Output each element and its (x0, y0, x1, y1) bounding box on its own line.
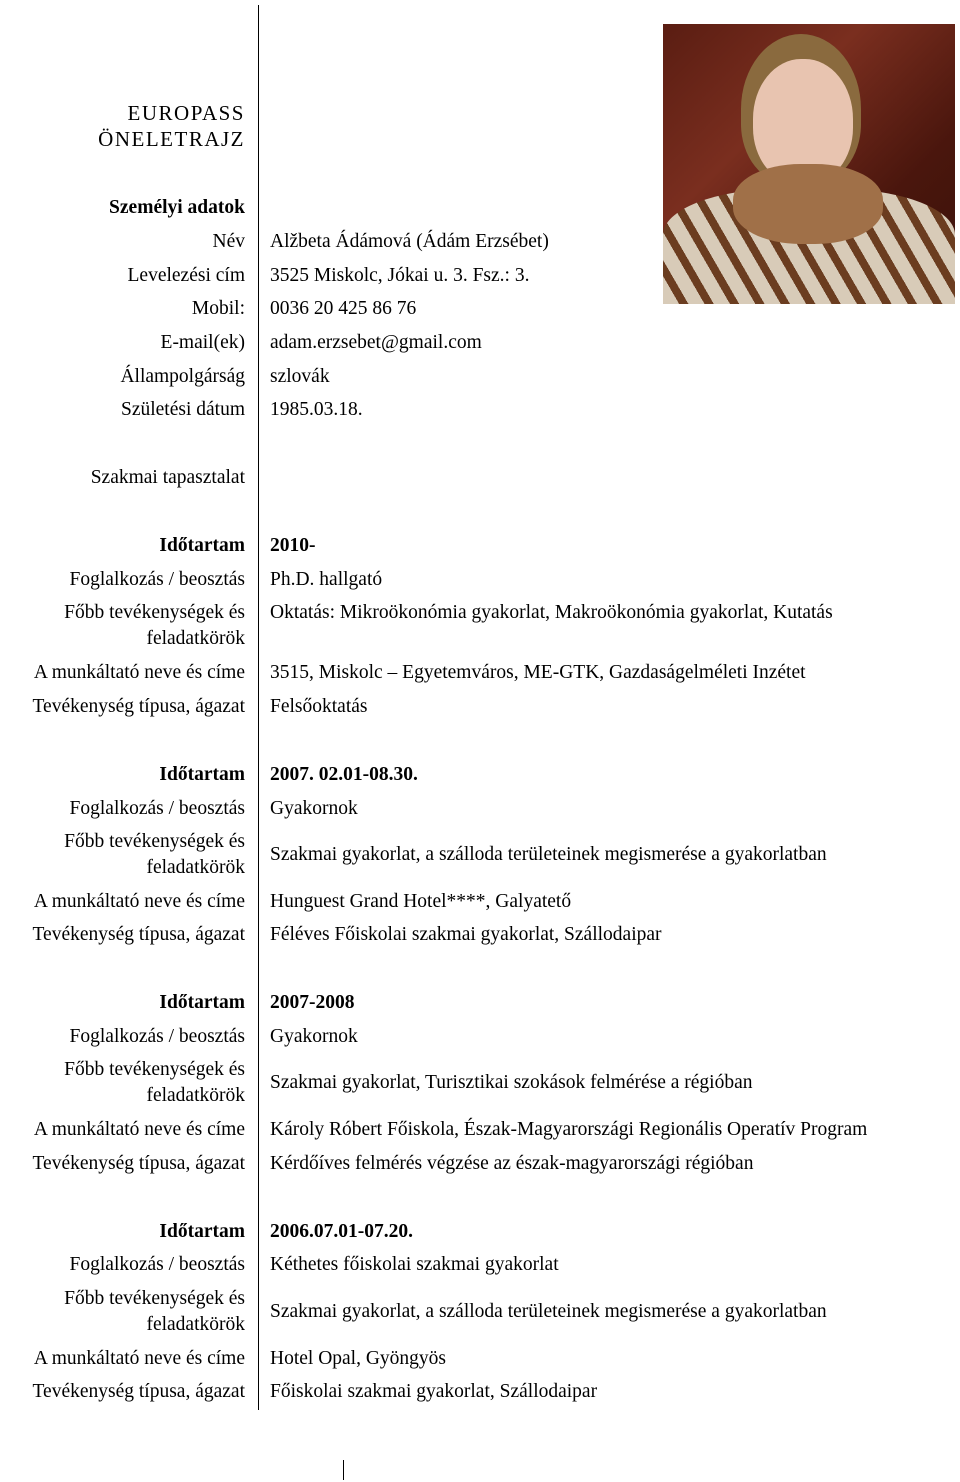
duties-value: Szakmai gyakorlat, a szálloda területeinek megismerése a gyakorlatban (270, 844, 827, 865)
period-label: Időtartam (159, 1221, 245, 1242)
field-value: 1985.03.18. (270, 399, 363, 420)
sector-value: Főiskolai szakmai gyakorlat, Szállodaipar (270, 1381, 598, 1402)
email-value: adam.erzsebet@gmail.com (270, 332, 482, 353)
field-label: Állampolgárság (120, 366, 245, 387)
position-value: Ph.D. hallgató (270, 569, 383, 590)
sector-label: Tevékenység típusa, ágazat (32, 1381, 245, 1402)
employer-label: A munkáltató neve és címe (33, 1119, 245, 1140)
sector-label: Tevékenység típusa, ágazat (32, 924, 245, 945)
field-label: Születési dátum (120, 399, 245, 420)
period-label: Időtartam (159, 535, 245, 556)
period-value: 2007-2008 (270, 992, 355, 1013)
title-line-2: ÖNELETRAJZ (98, 127, 245, 151)
period-value: 2010- (270, 535, 316, 556)
employer-label: A munkáltató neve és címe (33, 891, 245, 912)
duties-value: Szakmai gyakorlat, Turisztikai szokások felmérése a régióban (270, 1072, 753, 1093)
field-label: Név (212, 231, 245, 252)
sector-label: Tevékenység típusa, ágazat (32, 1153, 245, 1174)
field-value: Alžbeta Ádámová (Ádám Erzsébet) (270, 231, 549, 252)
employer-value: Hunguest Grand Hotel****, Galyatető (270, 891, 572, 912)
position-label: Foglalkozás / beosztás (69, 798, 245, 819)
document-title (98, 100, 245, 152)
title-line-1: EUROPASS (127, 101, 245, 125)
field-label: Mobil: (191, 298, 245, 319)
position-value: Gyakornok (270, 1026, 358, 1047)
position-value: Gyakornok (270, 798, 358, 819)
employer-label: A munkáltató neve és címe (33, 1348, 245, 1369)
period-label: Időtartam (159, 992, 245, 1013)
footer-divider (343, 1460, 344, 1480)
duties-label: Főbb tevékenységek és feladatkörök (64, 602, 245, 649)
sector-value: Féléves Főiskolai szakmai gyakorlat, Szállodaipar (270, 924, 662, 945)
period-value: 2006.07.01-07.20. (270, 1221, 413, 1242)
column-divider (258, 5, 259, 1410)
sector-value: Kérdőíves felmérés végzése az észak-magyarországi régióban (270, 1153, 754, 1174)
field-label: E-mail(ek) (160, 332, 245, 353)
employer-label: A munkáltató neve és címe (33, 662, 245, 683)
period-label: Időtartam (159, 764, 245, 785)
section-title: Személyi adatok (109, 197, 245, 218)
field-value: 0036 20 425 86 76 (270, 298, 417, 319)
duties-label: Főbb tevékenységek és feladatkörök (64, 831, 245, 878)
duties-label: Főbb tevékenységek és feladatkörök (64, 1288, 245, 1335)
duties-value: Szakmai gyakorlat, a szálloda területeinek megismerése a gyakorlatban (270, 1301, 827, 1322)
sector-value: Felsőoktatás (270, 696, 368, 717)
employer-value: 3515, Miskolc – Egyetemváros, ME-GTK, Gazdaságelméleti Inzétet (270, 662, 806, 683)
profile-photo (663, 24, 955, 304)
field-value: 3525 Miskolc, Jókai u. 3. Fsz.: 3. (270, 265, 530, 286)
field-value: szlovák (270, 366, 330, 387)
employer-value: Hotel Opal, Gyöngyös (270, 1348, 447, 1369)
sector-label: Tevékenység típusa, ágazat (32, 696, 245, 717)
position-label: Foglalkozás / beosztás (69, 1026, 245, 1047)
position-label: Foglalkozás / beosztás (69, 569, 245, 590)
field-label: Levelezési cím (127, 265, 245, 286)
duties-label: Főbb tevékenységek és feladatkörök (64, 1059, 245, 1106)
position-value: Kéthetes főiskolai szakmai gyakorlat (270, 1254, 559, 1275)
employer-value: Károly Róbert Főiskola, Észak-Magyarországi Regionális Operatív Program (270, 1119, 868, 1140)
duties-value: Oktatás: Mikroökonómia gyakorlat, Makroökonómia gyakorlat, Kutatás (270, 602, 833, 623)
period-value: 2007. 02.01-08.30. (270, 764, 418, 785)
position-label: Foglalkozás / beosztás (69, 1254, 245, 1275)
section-title: Szakmai tapasztalat (90, 467, 245, 488)
